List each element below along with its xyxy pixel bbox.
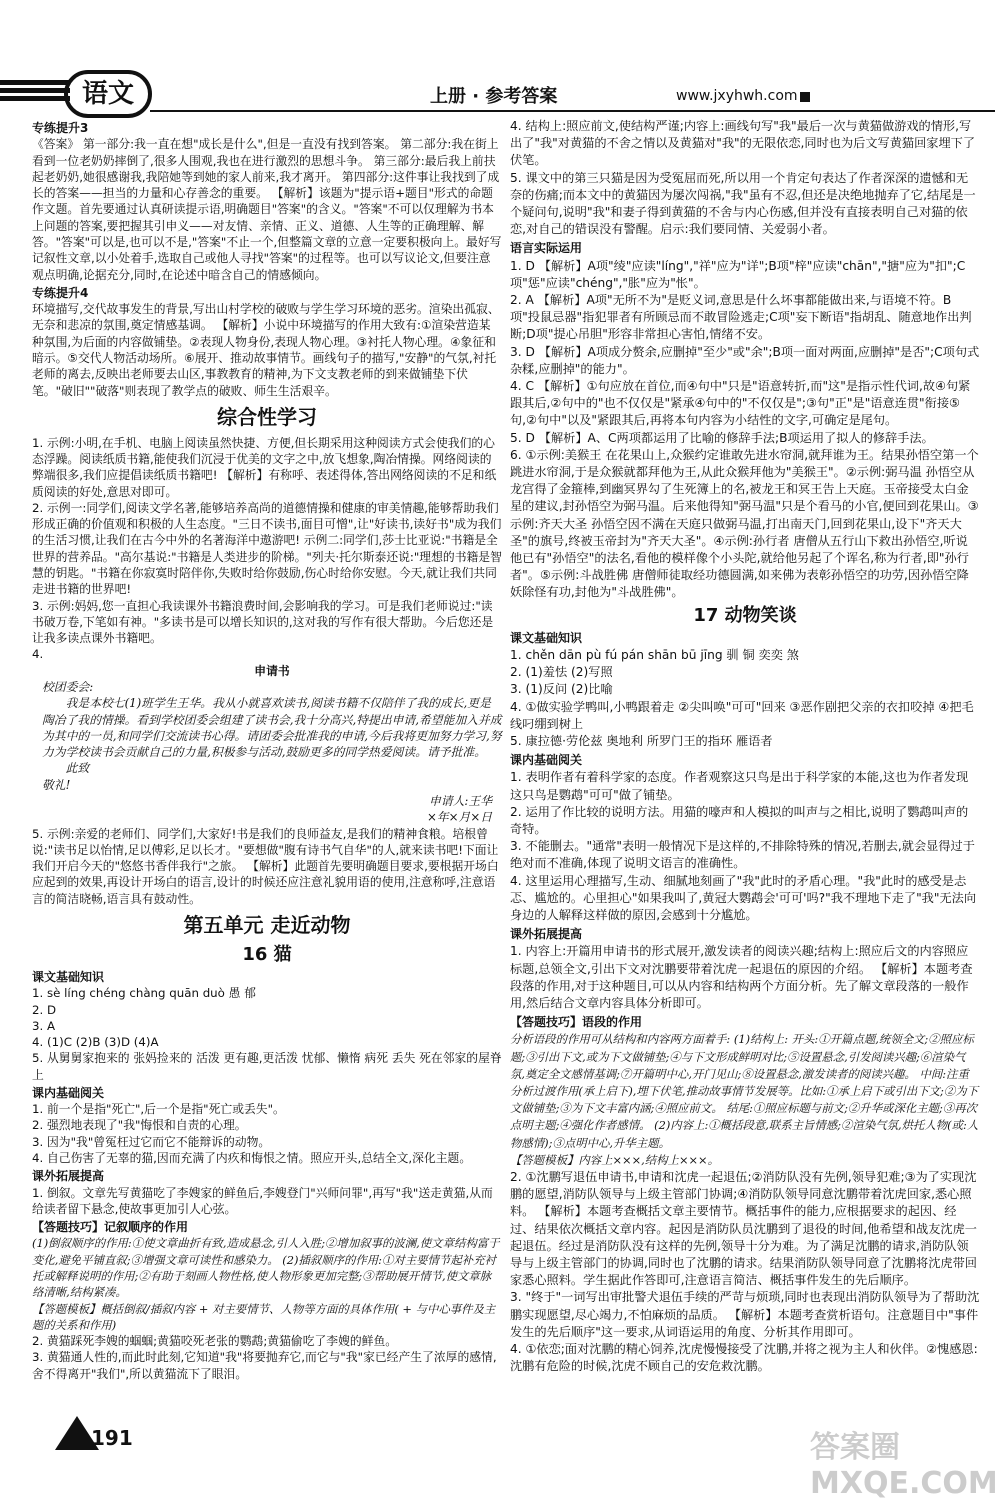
lesson-heading: 16 猫: [242, 943, 292, 965]
page-footer: [45, 1412, 155, 1458]
answer-item: 2. 强烈地表现了"我"悔恨和自责的心理。: [32, 1118, 247, 1133]
answer-text: 《答案》 第一部分:我一直在想"成长是什么",但是一直没有找到答案。 第二部分:我在街上看到一位老奶奶摔倒了,很多人围观,我也在进行激烈的思想斗争。 第三部分:最后我上前扶起老奶奶,她很感谢我,我陪她等到她的家人前来,我才离开。 第四部分:这件事让我找到了成长的答案——担当的力量和心存善念的重要。 【解析】该题为"提示语+题目"形式的命题作文题。首先要通过认真研读提示语,明确题目"答案"的含义。"答案"不可以仅理解为书本上问题的答案,要把握其引申义——对友情、亲情、正义、道德、人生等的正确理解、解答。"答案"可以是,也可以不是,"答案"不止一个,但整篇文章的立意一定要积极向上。最好写记叙性文章,以小处着手,选取自己或他人寻找"答案"的过程等。也可以写议论文,但要注意观点明确,论据充分,同时,在论述中暗含自己的情感倾向。: [32, 137, 502, 282]
answer-item: 4. 结构上:照应前文,使结构严谨;内容上:画线句写"我"最后一次与黄猫做游戏的情形,写出了"我"对黄猫的不舍之情以及黄猫对"我"的无限依恋,同时也为后文写黄猫回家埋下了伏笔。: [510, 119, 976, 168]
answer-item: 1. 倒叙。文章先写黄猫吃了李嫂家的鲜鱼后,李嫂登门"兴师问罪",再写"我"送走黄猫,从而给读者留下悬念,使故事更加引人心弦。: [32, 1185, 493, 1216]
right-column: [510, 118, 980, 1375]
answer-item: 2. ①沈鹏写退伍申请书,申请和沈虎一起退伍;②消防队没有先例,领导犯难;③为了实现沈鹏的愿望,消防队领导与上级主管部门协调;④消防队领导同意沈鹏带着沈虎回家,悉心照料。 【解析】本题考查概括文章主要情节。概括事件的能力,应根据要求的起因、经过、结果依次概括文章内容。起因是消防队员沈鹏到了退役的时间,他希望和战友沈虎一起退伍。经过是消防队没有这样的先例,领导十分为难。为了满足沈鹏的请求,消防队领导与上级主管部门的协调,同时也了沈鹏的请求。结果消防队领导同意了沈鹏将沈虎带回家悉心照料。学生据此作答即可,注意语言简洁、概括事件发生的先后顺序。: [510, 1169, 977, 1288]
section-heading: 综合性学习: [217, 404, 317, 429]
answer-item: 3. "终于"一词写出审批警犬退伍手续的严苛与烦琐,同时也表现出消防队领导为了帮助沈鹏实现愿望,尽心竭力,不怕麻烦的品质。 【解析】本题考查赏析语句。注意题目中"事件发生的先后顺序"这一要求,从词语运用的角度、分析其作用即可。: [510, 1290, 980, 1339]
header-rule: [150, 110, 995, 112]
section-label: 课外拓展提高: [32, 1169, 105, 1184]
answer-item: 5. 课文中的第三只猫是因为受冤屈而死,所以用一个肯定句表达了作者深深的遗憾和无奈的伤痛;而本文中的黄猫因为屡次闯祸,"我"虽有不忍,但还是决绝地抛弃了它,结尾是一个疑问句,说明"我"和妻子得到黄猫的不舍与内心伤感,但并没有直接表明自己对猫的依恋,对自己的错误没有警醒。启示:我们要同情、关爱弱小者。: [510, 170, 976, 237]
header-stripes: [0, 80, 70, 104]
letter-close: 此致: [65, 761, 90, 776]
logo: 语文: [64, 70, 152, 118]
answer-item: 1. sè líng chéng chàng quān duò 愚 郁: [32, 986, 256, 1001]
watermark: 答案圈 MXQE.COM: [810, 1430, 998, 1501]
answer-item: 4. 自己伤害了无辜的猫,因而充满了内疚和悔恨之情。照应开头,总结全文,深化主题。: [32, 1151, 472, 1166]
answer-item: 2. A 【解析】A项"无所不为"是贬义词,意思是什么坏事都能做出来,与语境不符。B项"投鼠忌器"指犯罪者有所顾忌而不敢冒险逃走;C项"妄下断语"指胡乱、随意地作出判断;D项"提心吊胆"形容非常担心害怕,情绪不安。: [510, 293, 972, 342]
letter-body: 我是本校七(1)班学生王华。我从小就喜欢读书,阅读书籍不仅陪伴了我的成长,更是陶冶了我的情操。看到学校团委会组建了读书会,我十分高兴,特提出申请,希望能加入并成为其中的一员,和同学们交流读书心得。请团委会批准我的申请,今后我将更加努力学习,努力为学校读书会贡献自己的力量,积极参与活动,鼓励更多的同学热爱阅读。请予批准。: [42, 696, 502, 760]
answer-item: 5. 康拉德·劳伦兹 奥地利 所罗门王的指环 雁语者: [510, 733, 773, 748]
answer-item: 4. 这里运用心理描写,生动、细腻地刻画了"我"此时的矛盾心理。"我"此时的感受是忐忑、尴尬的。心里担心"如果我叫了,黄冠大鹦鹉会'可可'吗?"我不理地下走了"我"无法向身边的人解释这样做的原因,会感到十分尴尬。: [510, 873, 977, 922]
answer-item: 3. D 【解析】A项成分赘余,应删掉"至少"或"余";B项一面对两面,应删掉"是否";C项句式杂糅,应删掉"的能力"。: [510, 344, 980, 376]
section-label: 语言实际运用: [510, 241, 583, 256]
answer-item: 3. (1)反问 (2)比喻: [510, 682, 613, 697]
answer-item: 2. D: [32, 1002, 57, 1017]
letter-date: ×年×月×日: [426, 810, 492, 825]
answer-item: 1. D 【解析】A项"绫"应读"líng","祥"应为"详";B项"梓"应读"chān","搪"应为"扣";C项"惩"应读"chéng","胀"应为"怅"。: [510, 258, 966, 290]
answer-item: 4. (1)C (2)B (3)D (4)A: [32, 1035, 159, 1050]
unit-heading: 第五单元 走近动物: [183, 912, 351, 937]
tip-body: 分析语段的作用可从结构和内容两方面着手: (1)结构上: 开头:①开篇点题,统领全文;②照应标题;③引出下文,或为下文做铺垫;④与下文形成鲜明对比;⑤设置悬念,引发阅读兴趣;⑥渲染气氛,奠定全文感情基调;⑦开篇明中心,开门见山;⑧设置悬念,激发读者的阅读兴趣。 中间:注重分析过渡作用(承上启下),埋下伏笔,推动故事情节发展等。比如:①承上启下或引出下文;②为下文做铺垫;③为下文丰富内涵;④照应前文。 结尾:①照应标题与前文;②升华或深化主题;③再次点明主题;④强化作者感情。 (2)内容上:①概括段意,联系主旨情感;②渲染气氛,烘托人物(或:人物感情);③点明中心,升华主题。: [510, 1032, 979, 1150]
letter-greeting: 校团委会:: [42, 680, 94, 694]
answer-item: 6. ①示例:美猴王 在花果山上,众猴约定谁敢先进水帘洞,就拜谁为王。结果孙悟空第一个跳进水帘洞,于是众猴就都拜他为王,从此众猴拜他为"美猴王"。②示例:弼马温 孙悟空从龙宫得了金箍棒,到幽冥界勾了生死簿上的名,被龙王和冥王告上天庭。玉帝接受太白金星的建议,封孙悟空为弼马温。后来他得知"弼马温"只是个看马的小官,便回到花果山。③示例:齐天大圣 孙悟空因不满在天庭只做弼马温,打出南天门,回到花果山,设下"齐天大圣"的旗号,终被玉帝封为"齐天大圣"。④示例:孙行者 唐僧从五行山下救出孙悟空,听说他已有"孙悟空"的法名,看他的模样像个小头陀,就给他另起了个诨名,称为行者,即"孙行者"。⑤示例:斗战胜佛 唐僧师徒取经功德圆满,如来佛为表彰孙悟空的功劳,因孙悟空降妖除怪有功,封他为"斗战胜佛"。: [510, 447, 979, 600]
answer-item: 2. 示例一:同学们,阅读文学名著,能够培养高尚的道德情操和健康的审美情趣,能够帮助我们形成正确的价值观和积极的人生态度。"三日不读书,面目可憎",让"好读书,读好书"成为我们的生活习惯,让我们在古今中外的名著海洋中遨游吧! 示例二:同学们,莎士比亚说:"书籍是全世界的营养品。"高尔基说:"书籍是人类进步的阶梯。"列夫·托尔斯泰还说:"理想的书籍是智慧的钥匙。"书籍在你寂寞时陪伴你,失败时给你鼓励,伤心时给你安慰。今天,就让我们共同走进书籍的世界吧!: [32, 500, 502, 597]
section-label: 课内基础阅关: [32, 1085, 105, 1100]
lesson-heading: 17 动物笑谈: [693, 604, 797, 626]
left-column: [32, 118, 502, 1382]
answer-item: 1. chěn dān pù fú pán shān bū jīng 驯 铜 奕奕 煞: [510, 647, 799, 662]
answer-text: 环境描写,交代故事发生的背景,写出山村学校的破败与学生学习环境的恶劣。渲染出孤寂、无奈和悲凉的氛围,奠定情感基调。 【解析】小说中环境描写的作用大致有:①渲染营造某种氛围,为后面的内容做铺垫。②表现人物身份,表现人物心理。③衬托人物心理。④象征和暗示。⑤交代人物活动场所。⑥展开、推动故事情节。画线句子的描写,"安静"的气氛,衬托老师的离去,反映出老师要去山区,事教教育的精神,为下文支教老师的到来做铺垫下伏笔。"破旧""破落"则表现了教学点的破败、师生生活艰辛。: [32, 302, 500, 398]
section-label: 课文基础知识: [32, 969, 105, 984]
tip-body: (1)倒叙顺序的作用:①使文章曲折有致,造成悬念,引人入胜;②增加叙事的波澜,使文章结构富于变化,避免平铺直叙;③增强文章可读性和感染力。 (2)插叙顺序的作用:①对主要情节起补充衬托或解释说明的作用;②有助于刻画人物性格,使人物形象更加完整;③帮助展开情节,使文章脉络清晰,结构紧凑。: [32, 1236, 500, 1300]
section-label: 专练提升4: [32, 285, 89, 300]
answer-item: 2. 运用了作比较的说明方法。用猫的嚎声和人模拟的叫声与之相比,说明了鹦鹉叫声的奇特。: [510, 804, 969, 836]
answer-item: 2. 黄猫踩死李嫂的蝈蝈;黄猫咬死老张的鹦鹉;黄猫偷吃了李嫂的鲜鱼。: [32, 1334, 398, 1349]
letter-salute: 敬礼!: [42, 777, 71, 792]
page-number: 191: [91, 1426, 133, 1450]
website-link[interactable]: www.jxyhwh.com: [676, 88, 798, 104]
section-label: 课文基础知识: [510, 630, 583, 645]
answer-item: 3. 黄猫通人性的,而此时此刻,它知道"我"将要抛弃它,而它与"我"家已经产生了浓厚的感情,舍不得离开"我们",所以黄猫流下了眼泪。: [32, 1350, 497, 1381]
answer-item: 1. 示例:小明,在手机、电脑上阅读虽然快捷、方便,但长期采用这种阅读方式会使我们的心态浮躁。阅读纸质书籍,能使我们沉浸于优美的文字之中,放飞想象,陶冶情操。网络阅读的弊端很多,我们应提倡读纸质书籍吧! 【解析】有称呼、表述得体,答出网络阅读的不足和纸质阅读的好处,意思对即可。: [32, 435, 497, 499]
letter-sign: 申请人:王华: [429, 793, 492, 808]
application-letter: [32, 663, 502, 826]
answer-item: 4. C 【解析】①句应放在首位,而④句中"只是"语意转折,而"这"是指示性代词,故④句紧跟其后,②句中的"也不仅仅是"紧承④句中的"不仅仅是";③句"正"是"语意连贯"衔接⑤句,②句中"以及"紧跟其后,再将本句内容为小结性的文字,可确定是尾句。: [510, 379, 971, 428]
tip-label: 【答题技巧】记叙顺序的作用: [32, 1220, 189, 1235]
letter-title: 申请书: [254, 663, 290, 678]
answer-item: 1. 表明作者有着科学家的态度。作者观察这只鸟是出于科学家的本能,这也为作者发现这只鸟是鹦鹉"可可"做了铺垫。: [510, 770, 969, 802]
answer-item: 1. 内容上:开篇用申请书的形式展开,激发读者的阅读兴趣;结构上:照应后文的内容照应标题,总领全文,引出下文对沈鹏要带着沈虎一起退伍的原因的介绍。 【解析】本题考查段落的作用,对于这种题目,可以从内容和结构两个方面分析。先了解文章段落的一般作用,然后结合文章内容具体分析即可。: [510, 944, 973, 1010]
answer-item: 3. 因为"我"曾冤枉过它而它不能辩诉的动物。: [32, 1134, 271, 1149]
answer-item: 3. 示例:妈妈,您一直担心我读课外书籍浪费时间,会影响我的学习。可是我们老师说过:"读书破万卷,下笔如有神。"多读书是可以增长知识的,这对我的写作有很大帮助。今后您还是让我多读点课外书籍吧。: [32, 598, 494, 646]
template-note: 【答题模板】概括倒叙/插叙内容 + 对主要情节、人物等方面的具体作用( + 与中心事件及主题的关系和作用): [32, 1301, 496, 1332]
answer-item: 5. 从舅舅家抱来的 张妈捡来的 活泼 更有趣,更活泼 忧郁、懒惰 病死 丢失 死在邻家的屋脊上: [32, 1051, 502, 1082]
answer-item: 3. A: [32, 1018, 56, 1033]
answer-item: 5. 示例:亲爱的老师们、同学们,大家好!书是我们的良师益友,是我们的精神食粮。培根曾说:"读书足以怡情,足以傅彩,足以长才。"要想做"腹有诗书气自华"的人,就来读书吧!下面让我们开启今天的"悠悠书香伴我行"之旅。 【解析】此题首先要明确题目要求,要根据开场白应起到的效果,再设计开场白的语言,设计的时候还应注意礼貌用语的使用,注意称呼,注意语言的简洁晓畅,语言具有鼓动性。: [32, 826, 499, 906]
template-note: 【答题模板】内容上×××,结构上×××。: [510, 1152, 719, 1167]
section-label: 专练提升3: [32, 121, 89, 135]
section-title: 上册 · 参考答案: [430, 86, 558, 107]
answer-item: 5. D 【解析】A、C两项都运用了比喻的修辞手法;B项运用了拟人的修辞手法。: [510, 430, 934, 445]
section-label: 课外拓展提高: [510, 927, 583, 942]
answer-item: 1. 前一个是指"死亡",后一个是指"死亡或丢失"。: [32, 1102, 285, 1117]
answer-item: 2. (1)羞怯 (2)写照: [510, 665, 613, 680]
answer-item: 4. ①依恋;面对沈鹏的精心饲养,沈虎慢慢接受了沈鹏,并将之视为主人和伙伴。②愧感恩:沈鹏有危险的时候,沈虎不顾自己的安危救沈鹏。: [510, 1342, 978, 1374]
answer-item: 4. ①做实验学鸭叫,小鸭跟着走 ②尖叫唤"可可"回来 ③恶作剧把父亲的衣扣咬掉 ④把毛线叼绷到树上: [510, 699, 974, 731]
answer-item: 4.: [32, 647, 44, 662]
section-label: 课内基础阅关: [510, 753, 583, 768]
square-icon: [800, 92, 810, 102]
tip-label: 【答题技巧】语段的作用: [510, 1015, 643, 1030]
answer-item: 3. 不能删去。"通常"表明一般情况下是这样的,不排除特殊的情况,若删去,就会显得过于绝对而不准确,体现了说明文语言的准确性。: [510, 839, 975, 871]
